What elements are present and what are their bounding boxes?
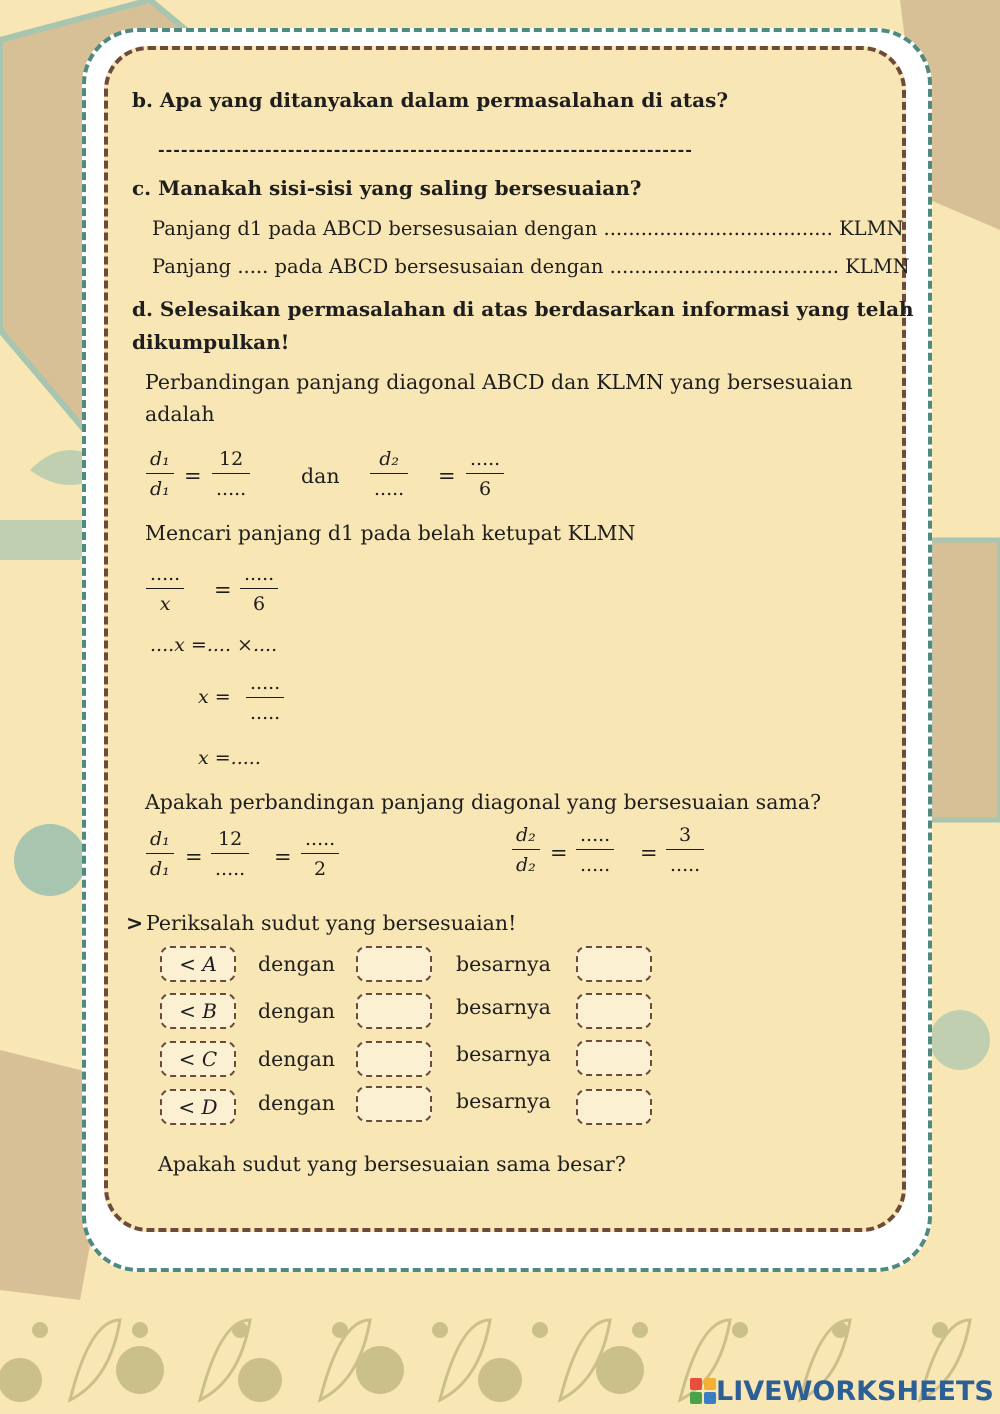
question-d-line-2: dikumpulkan!: [132, 330, 290, 354]
angle-c-match-input[interactable]: [356, 1041, 432, 1077]
closing-question: Apakah sudut yang bersesuaian sama besar?: [158, 1152, 626, 1176]
ratio1-lhs-fraction: d₁ d₁: [146, 450, 174, 499]
ratio2-rhs-fraction[interactable]: ..... 6: [466, 450, 504, 499]
angle-d-size-input[interactable]: [576, 1089, 652, 1125]
prompt-marker: >: [126, 911, 144, 935]
check1-f1: d₁ d₁: [146, 830, 174, 879]
step3-lhs: x =: [198, 686, 231, 708]
check2-f3[interactable]: 3 .....: [666, 826, 704, 875]
question-d-line-1: d. Selesaikan permasalahan di atas berdasarkan informasi yang telah: [132, 297, 914, 321]
equals-sign: =: [274, 845, 292, 869]
angle-b-match-input[interactable]: [356, 993, 432, 1029]
liveworksheets-logo-text: LIVEWORKSHEETS: [716, 1375, 994, 1407]
step3-fraction[interactable]: ..... .....: [246, 674, 284, 723]
step1-lhs-fraction[interactable]: ..... x: [146, 565, 184, 614]
angle-d-match-input[interactable]: [356, 1086, 432, 1122]
answer-line-b[interactable]: ----------------------------------------------------------------------: [158, 140, 693, 159]
equals-sign: =: [184, 464, 202, 488]
question-c: c. Manakah sisi-sisi yang saling bersesuaian?: [132, 176, 642, 200]
besarnya-label: besarnya: [456, 1089, 551, 1113]
angle-b-size-input[interactable]: [576, 993, 652, 1029]
angle-a-label: < A: [160, 946, 236, 982]
liveworksheets-logo[interactable]: [690, 1374, 994, 1408]
angle-c-size-input[interactable]: [576, 1040, 652, 1076]
dengan-label: dengan: [258, 999, 336, 1023]
equals-sign: =: [550, 841, 568, 865]
angle-b-label: < B: [160, 993, 236, 1029]
ratio2-lhs-fraction[interactable]: d₂ .....: [370, 450, 408, 499]
besarnya-label: besarnya: [456, 995, 551, 1019]
side-pair-line-2[interactable]: Panjang ..... pada ABCD bersesusaian dengan ..................................... KLMN: [152, 255, 910, 278]
check1-f2[interactable]: 12 .....: [211, 830, 249, 879]
check2-f1: d₂ d₂: [512, 826, 540, 875]
besarnya-label: besarnya: [456, 952, 551, 976]
intro-line-1: Perbandingan panjang diagonal ABCD dan KLMN yang bersesuaian: [145, 370, 853, 394]
equals-sign: =: [640, 841, 658, 865]
liveworksheets-logo-icon: [690, 1378, 716, 1404]
dengan-label: dengan: [258, 1047, 336, 1071]
find-d1-text: Mencari panjang d1 pada belah ketupat KLMN: [145, 521, 636, 545]
question-b: b. Apa yang ditanyakan dalam permasalahan di atas?: [132, 88, 729, 112]
ratio1-rhs-fraction[interactable]: 12 .....: [212, 450, 250, 499]
angle-c-label: < C: [160, 1041, 236, 1077]
angle-a-size-input[interactable]: [576, 946, 652, 982]
step4-result[interactable]: x =.....: [198, 747, 261, 769]
side-pair-line-1[interactable]: Panjang d1 pada ABCD bersesusaian dengan ..................................... KLMN: [152, 217, 904, 240]
equals-sign: =: [214, 578, 232, 602]
step2-equation[interactable]: ....x =.... ×....: [150, 634, 278, 656]
dengan-label: dengan: [258, 952, 336, 976]
angle-a-match-input[interactable]: [356, 946, 432, 982]
intro-line-2: adalah: [145, 402, 215, 426]
equals-sign: =: [185, 845, 203, 869]
dengan-label: dengan: [258, 1091, 336, 1115]
step1-rhs-fraction[interactable]: ..... 6: [240, 565, 278, 614]
angles-prompt: Periksalah sudut yang bersesuaian!: [146, 911, 517, 935]
check2-f2[interactable]: ..... .....: [576, 826, 614, 875]
check1-f3[interactable]: ..... 2: [301, 830, 339, 879]
equals-sign: =: [438, 464, 456, 488]
dan-connector: dan: [301, 464, 340, 488]
angle-d-label: < D: [160, 1089, 236, 1125]
check-diagonal-text: Apakah perbandingan panjang diagonal yang bersesuaian sama?: [145, 790, 822, 814]
besarnya-label: besarnya: [456, 1042, 551, 1066]
